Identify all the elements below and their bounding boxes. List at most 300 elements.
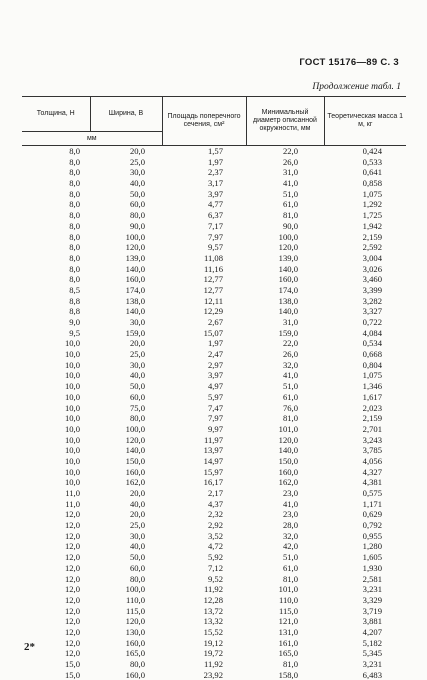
cell-area: 2,92	[162, 520, 246, 531]
cell-diameter: 76,0	[246, 403, 324, 414]
table-row	[22, 178, 406, 189]
cell-diameter: 23,0	[246, 488, 324, 499]
table-row	[22, 274, 406, 285]
cell-thickness: 12,0	[22, 638, 90, 649]
cell-mass: 2,023	[324, 403, 406, 414]
cell-width: 139,0	[90, 253, 162, 264]
cell-width: 20,0	[90, 146, 162, 157]
cell-area: 6,37	[162, 210, 246, 221]
cell-thickness: 15,0	[22, 670, 90, 680]
cell-diameter: 31,0	[246, 167, 324, 178]
cell-mass: 4,327	[324, 467, 406, 478]
cell-area: 9,97	[162, 424, 246, 435]
cell-diameter: 41,0	[246, 370, 324, 381]
table-row	[22, 328, 406, 339]
table-row	[22, 445, 406, 456]
table-row	[22, 616, 406, 627]
cell-width: 30,0	[90, 317, 162, 328]
cell-width: 110,0	[90, 595, 162, 606]
cell-area: 19,12	[162, 638, 246, 649]
cell-diameter: 81,0	[246, 413, 324, 424]
cell-thickness: 12,0	[22, 563, 90, 574]
cell-area: 13,32	[162, 616, 246, 627]
cell-diameter: 28,0	[246, 520, 324, 531]
cell-mass: 4,207	[324, 627, 406, 638]
cell-width: 60,0	[90, 392, 162, 403]
cell-thickness: 11,0	[22, 488, 90, 499]
cell-area: 1,57	[162, 146, 246, 157]
table-row	[22, 403, 406, 414]
cell-thickness: 12,0	[22, 552, 90, 563]
cell-area: 3,52	[162, 531, 246, 542]
cell-area: 1,97	[162, 338, 246, 349]
cell-width: 40,0	[90, 499, 162, 510]
cell-area: 13,97	[162, 445, 246, 456]
cell-width: 174,0	[90, 285, 162, 296]
cell-diameter: 115,0	[246, 606, 324, 617]
cell-mass: 4,056	[324, 456, 406, 467]
cell-width: 140,0	[90, 306, 162, 317]
cell-area: 14,97	[162, 456, 246, 467]
cell-area: 12,28	[162, 595, 246, 606]
table-row	[22, 477, 406, 488]
cell-diameter: 131,0	[246, 627, 324, 638]
cell-width: 138,0	[90, 296, 162, 307]
cell-width: 160,0	[90, 467, 162, 478]
page-number: 2*	[24, 641, 35, 653]
cell-width: 150,0	[90, 456, 162, 467]
cell-thickness: 12,0	[22, 648, 90, 659]
table-row	[22, 435, 406, 446]
cell-thickness: 10,0	[22, 435, 90, 446]
cell-mass: 0,858	[324, 178, 406, 189]
table-row	[22, 424, 406, 435]
cell-diameter: 101,0	[246, 424, 324, 435]
cell-diameter: 41,0	[246, 499, 324, 510]
column-header-theoretical-mass: Теоретическая масса 1 м, кг	[324, 97, 406, 146]
cell-mass: 3,231	[324, 584, 406, 595]
cell-thickness: 8,0	[22, 178, 90, 189]
table-row	[22, 146, 406, 157]
cell-mass: 3,231	[324, 659, 406, 670]
cell-mass: 3,399	[324, 285, 406, 296]
cell-mass: 1,346	[324, 381, 406, 392]
table-row	[22, 338, 406, 349]
cell-width: 20,0	[90, 488, 162, 499]
cell-mass: 0,668	[324, 349, 406, 360]
cell-mass: 0,792	[324, 520, 406, 531]
cell-mass: 5,345	[324, 648, 406, 659]
cell-diameter: 162,0	[246, 477, 324, 488]
cell-diameter: 120,0	[246, 435, 324, 446]
table-row	[22, 531, 406, 542]
cell-mass: 1,171	[324, 499, 406, 510]
cell-width: 160,0	[90, 638, 162, 649]
table-row	[22, 306, 406, 317]
column-header-min-circumscribed-diameter: Минимальный диаметр описанной окружности, мм	[246, 97, 324, 146]
cell-area: 12,77	[162, 274, 246, 285]
column-header-unit: мм	[22, 132, 162, 146]
table-row	[22, 413, 406, 424]
table-body	[22, 146, 406, 680]
table-row	[22, 317, 406, 328]
cell-area: 4,37	[162, 499, 246, 510]
table-row	[22, 574, 406, 585]
cell-diameter: 23,0	[246, 509, 324, 520]
cell-width: 40,0	[90, 178, 162, 189]
cell-mass: 2,592	[324, 242, 406, 253]
cell-width: 160,0	[90, 670, 162, 680]
cell-thickness: 8,0	[22, 210, 90, 221]
cell-thickness: 8,0	[22, 253, 90, 264]
cell-diameter: 22,0	[246, 146, 324, 157]
cell-mass: 0,533	[324, 157, 406, 168]
table-row	[22, 509, 406, 520]
cell-thickness: 10,0	[22, 413, 90, 424]
cell-thickness: 10,0	[22, 467, 90, 478]
cell-area: 13,72	[162, 606, 246, 617]
cell-width: 140,0	[90, 445, 162, 456]
table-row	[22, 381, 406, 392]
cell-area: 7,97	[162, 413, 246, 424]
cell-area: 1,97	[162, 157, 246, 168]
cell-mass: 3,243	[324, 435, 406, 446]
cell-thickness: 8,0	[22, 264, 90, 275]
cell-width: 80,0	[90, 659, 162, 670]
cell-mass: 6,483	[324, 670, 406, 680]
table-row	[22, 648, 406, 659]
cell-mass: 1,930	[324, 563, 406, 574]
cell-width: 25,0	[90, 520, 162, 531]
table-row	[22, 242, 406, 253]
cell-mass: 0,424	[324, 146, 406, 157]
cell-width: 100,0	[90, 232, 162, 243]
cell-width: 120,0	[90, 242, 162, 253]
cell-diameter: 160,0	[246, 274, 324, 285]
cell-thickness: 8,5	[22, 285, 90, 296]
cell-width: 60,0	[90, 199, 162, 210]
cell-width: 30,0	[90, 167, 162, 178]
cell-thickness: 12,0	[22, 595, 90, 606]
column-header-thickness: Толщина, H	[22, 97, 90, 132]
table-row	[22, 456, 406, 467]
cell-area: 12,11	[162, 296, 246, 307]
cell-mass: 2,701	[324, 424, 406, 435]
cell-mass: 5,182	[324, 638, 406, 649]
cell-width: 50,0	[90, 381, 162, 392]
cell-area: 4,72	[162, 541, 246, 552]
cell-thickness: 12,0	[22, 627, 90, 638]
cell-area: 11,92	[162, 584, 246, 595]
cell-thickness: 10,0	[22, 477, 90, 488]
cell-area: 12,29	[162, 306, 246, 317]
cell-diameter: 81,0	[246, 574, 324, 585]
cell-thickness: 10,0	[22, 349, 90, 360]
cell-diameter: 160,0	[246, 467, 324, 478]
cell-thickness: 10,0	[22, 381, 90, 392]
table-row	[22, 221, 406, 232]
cell-thickness: 12,0	[22, 574, 90, 585]
cell-diameter: 61,0	[246, 563, 324, 574]
cell-mass: 3,004	[324, 253, 406, 264]
cell-mass: 1,292	[324, 199, 406, 210]
cell-thickness: 12,0	[22, 584, 90, 595]
cell-width: 90,0	[90, 221, 162, 232]
cell-diameter: 42,0	[246, 541, 324, 552]
cell-width: 20,0	[90, 509, 162, 520]
cell-diameter: 159,0	[246, 328, 324, 339]
cell-mass: 2,159	[324, 413, 406, 424]
cell-mass: 0,804	[324, 360, 406, 371]
cell-diameter: 51,0	[246, 189, 324, 200]
cell-area: 7,17	[162, 221, 246, 232]
cell-area: 3,97	[162, 370, 246, 381]
cell-diameter: 100,0	[246, 232, 324, 243]
cell-thickness: 9,5	[22, 328, 90, 339]
cell-area: 9,52	[162, 574, 246, 585]
cell-area: 19,72	[162, 648, 246, 659]
document-header: ГОСТ 15176—89 С. 3	[299, 57, 399, 68]
table-row	[22, 467, 406, 478]
cell-width: 115,0	[90, 606, 162, 617]
table-row	[22, 167, 406, 178]
cell-diameter: 101,0	[246, 584, 324, 595]
cell-thickness: 8,0	[22, 232, 90, 243]
cell-thickness: 10,0	[22, 338, 90, 349]
cell-width: 162,0	[90, 477, 162, 488]
cell-thickness: 8,8	[22, 306, 90, 317]
cell-width: 120,0	[90, 616, 162, 627]
cell-mass: 3,881	[324, 616, 406, 627]
cell-thickness: 8,0	[22, 189, 90, 200]
cell-mass: 0,955	[324, 531, 406, 542]
cell-width: 25,0	[90, 157, 162, 168]
cell-thickness: 12,0	[22, 509, 90, 520]
cell-width: 80,0	[90, 574, 162, 585]
table-continuation-label: Продолжение табл. 1	[312, 82, 401, 92]
cell-area: 2,97	[162, 360, 246, 371]
cell-diameter: 158,0	[246, 670, 324, 680]
table-row	[22, 541, 406, 552]
cell-diameter: 150,0	[246, 456, 324, 467]
cell-width: 40,0	[90, 370, 162, 381]
column-header-cross-section-area: Площадь поперечного сечения, см²	[162, 97, 246, 146]
cell-width: 25,0	[90, 349, 162, 360]
cell-diameter: 140,0	[246, 306, 324, 317]
cell-area: 2,17	[162, 488, 246, 499]
table-row	[22, 232, 406, 243]
cell-mass: 0,722	[324, 317, 406, 328]
cell-diameter: 174,0	[246, 285, 324, 296]
cell-thickness: 8,0	[22, 274, 90, 285]
cell-area: 16,17	[162, 477, 246, 488]
table-row	[22, 552, 406, 563]
cell-area: 3,17	[162, 178, 246, 189]
cell-mass: 1,725	[324, 210, 406, 221]
cell-width: 50,0	[90, 552, 162, 563]
cell-area: 2,32	[162, 509, 246, 520]
cell-area: 2,67	[162, 317, 246, 328]
cell-mass: 0,641	[324, 167, 406, 178]
table-row	[22, 584, 406, 595]
cell-diameter: 26,0	[246, 157, 324, 168]
table-row	[22, 563, 406, 574]
cell-area: 11,08	[162, 253, 246, 264]
cell-width: 50,0	[90, 189, 162, 200]
cell-mass: 3,785	[324, 445, 406, 456]
cell-thickness: 10,0	[22, 360, 90, 371]
cell-diameter: 22,0	[246, 338, 324, 349]
cell-diameter: 51,0	[246, 381, 324, 392]
cell-width: 30,0	[90, 360, 162, 371]
table-row	[22, 253, 406, 264]
cell-mass: 3,327	[324, 306, 406, 317]
cell-diameter: 121,0	[246, 616, 324, 627]
cell-thickness: 8,0	[22, 199, 90, 210]
cell-width: 165,0	[90, 648, 162, 659]
table-row	[22, 199, 406, 210]
cell-area: 4,77	[162, 199, 246, 210]
cell-diameter: 41,0	[246, 178, 324, 189]
cell-mass: 1,280	[324, 541, 406, 552]
cell-thickness: 8,8	[22, 296, 90, 307]
cell-diameter: 81,0	[246, 210, 324, 221]
cell-mass: 3,719	[324, 606, 406, 617]
cell-thickness: 10,0	[22, 424, 90, 435]
cell-thickness: 10,0	[22, 392, 90, 403]
cell-width: 80,0	[90, 210, 162, 221]
cell-area: 15,07	[162, 328, 246, 339]
cell-thickness: 12,0	[22, 541, 90, 552]
cell-thickness: 9,0	[22, 317, 90, 328]
cell-mass: 3,460	[324, 274, 406, 285]
cell-width: 100,0	[90, 424, 162, 435]
cell-width: 140,0	[90, 264, 162, 275]
cell-thickness: 10,0	[22, 370, 90, 381]
cell-mass: 0,629	[324, 509, 406, 520]
cell-diameter: 32,0	[246, 531, 324, 542]
table-row	[22, 520, 406, 531]
cell-mass: 1,942	[324, 221, 406, 232]
cell-diameter: 120,0	[246, 242, 324, 253]
cell-mass: 4,084	[324, 328, 406, 339]
cell-area: 5,97	[162, 392, 246, 403]
cell-mass: 3,282	[324, 296, 406, 307]
table-row	[22, 627, 406, 638]
table-row	[22, 499, 406, 510]
cell-area: 4,97	[162, 381, 246, 392]
cell-thickness: 12,0	[22, 531, 90, 542]
table-row	[22, 670, 406, 680]
cell-width: 80,0	[90, 413, 162, 424]
cell-width: 130,0	[90, 627, 162, 638]
cell-area: 11,97	[162, 435, 246, 446]
cell-area: 7,12	[162, 563, 246, 574]
cell-area: 2,47	[162, 349, 246, 360]
table-row	[22, 296, 406, 307]
table-row	[22, 370, 406, 381]
cell-width: 75,0	[90, 403, 162, 414]
table-row	[22, 595, 406, 606]
cell-diameter: 165,0	[246, 648, 324, 659]
cell-diameter: 90,0	[246, 221, 324, 232]
table-row	[22, 285, 406, 296]
cell-width: 100,0	[90, 584, 162, 595]
cell-mass: 1,605	[324, 552, 406, 563]
cell-width: 60,0	[90, 563, 162, 574]
cell-area: 12,77	[162, 285, 246, 296]
cell-diameter: 140,0	[246, 264, 324, 275]
cell-area: 3,97	[162, 189, 246, 200]
cell-thickness: 10,0	[22, 456, 90, 467]
cell-mass: 1,617	[324, 392, 406, 403]
cell-mass: 1,075	[324, 370, 406, 381]
table-row	[22, 189, 406, 200]
cell-area: 5,92	[162, 552, 246, 563]
cell-width: 159,0	[90, 328, 162, 339]
cell-diameter: 61,0	[246, 392, 324, 403]
cell-width: 20,0	[90, 338, 162, 349]
cell-mass: 0,575	[324, 488, 406, 499]
table-row	[22, 488, 406, 499]
cell-diameter: 26,0	[246, 349, 324, 360]
table-row	[22, 360, 406, 371]
cell-thickness: 10,0	[22, 445, 90, 456]
cell-area: 11,16	[162, 264, 246, 275]
cell-mass: 3,026	[324, 264, 406, 275]
cell-area: 9,57	[162, 242, 246, 253]
cell-thickness: 8,0	[22, 242, 90, 253]
cell-area: 11,92	[162, 659, 246, 670]
cell-thickness: 12,0	[22, 616, 90, 627]
cell-thickness: 11,0	[22, 499, 90, 510]
cell-mass: 2,159	[324, 232, 406, 243]
cell-mass: 0,534	[324, 338, 406, 349]
cell-diameter: 161,0	[246, 638, 324, 649]
cell-area: 15,97	[162, 467, 246, 478]
cell-diameter: 81,0	[246, 659, 324, 670]
dimensions-table	[22, 96, 406, 680]
cell-diameter: 110,0	[246, 595, 324, 606]
cell-thickness: 8,0	[22, 146, 90, 157]
cell-mass: 3,329	[324, 595, 406, 606]
table-row	[22, 157, 406, 168]
cell-mass: 4,381	[324, 477, 406, 488]
table-row	[22, 349, 406, 360]
cell-diameter: 139,0	[246, 253, 324, 264]
table-row	[22, 638, 406, 649]
cell-area: 15,52	[162, 627, 246, 638]
cell-thickness: 12,0	[22, 520, 90, 531]
cell-mass: 1,075	[324, 189, 406, 200]
table-row	[22, 210, 406, 221]
cell-diameter: 61,0	[246, 199, 324, 210]
table-row	[22, 392, 406, 403]
cell-mass: 2,581	[324, 574, 406, 585]
cell-area: 7,97	[162, 232, 246, 243]
cell-area: 7,47	[162, 403, 246, 414]
cell-thickness: 8,0	[22, 221, 90, 232]
table-row	[22, 606, 406, 617]
cell-thickness: 8,0	[22, 157, 90, 168]
cell-width: 30,0	[90, 531, 162, 542]
cell-diameter: 138,0	[246, 296, 324, 307]
cell-area: 23,92	[162, 670, 246, 680]
column-header-width: Ширина, B	[90, 97, 162, 132]
cell-diameter: 140,0	[246, 445, 324, 456]
cell-diameter: 32,0	[246, 360, 324, 371]
cell-width: 120,0	[90, 435, 162, 446]
